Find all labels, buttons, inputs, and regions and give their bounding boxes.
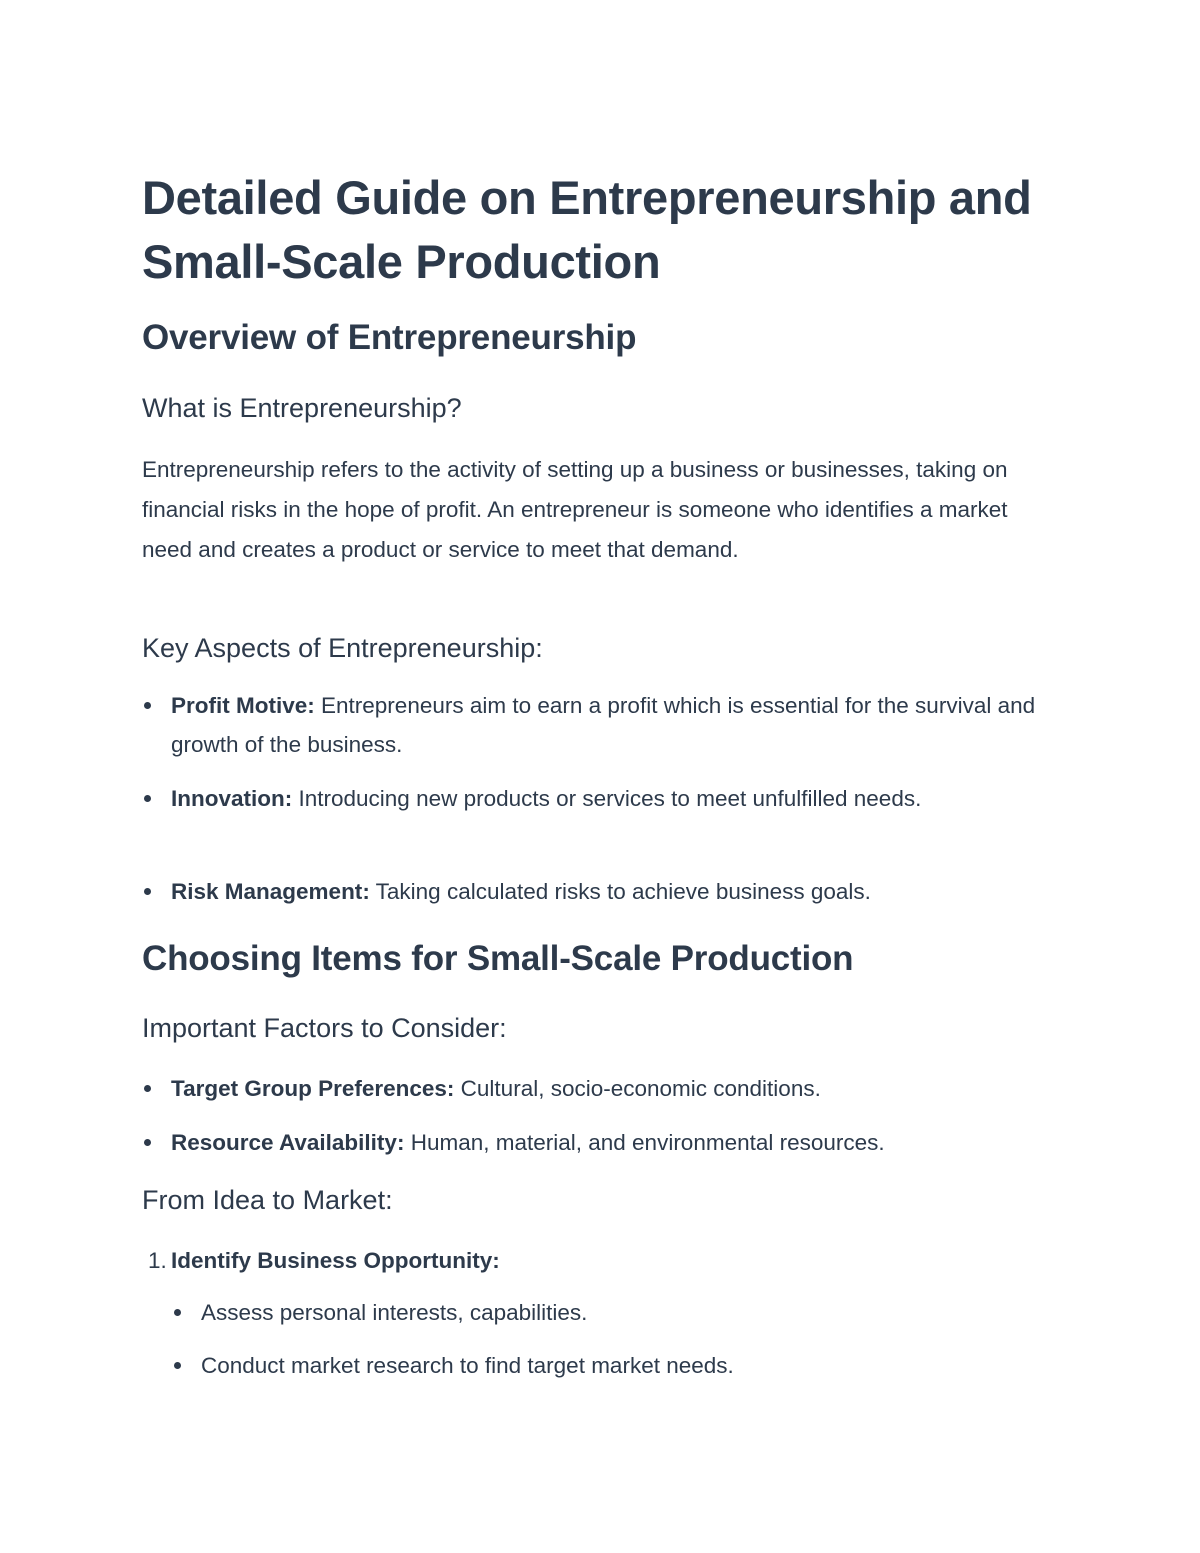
document-title: Detailed Guide on Entrepreneurship and Small-Scale Production bbox=[142, 171, 1032, 288]
list-number: 1. bbox=[148, 1248, 167, 1273]
term-description: Cultural, socio-economic conditions. bbox=[454, 1076, 821, 1101]
section-heading-overview: Overview of Entrepreneurship bbox=[142, 318, 637, 357]
list-item-profit-motive: Profit Motive: Entrepreneurs aim to earn a profit which is essential for the survival and growth of the business. bbox=[142, 686, 1042, 764]
term-description: Introducing new products or services to meet unfulfilled needs. bbox=[292, 786, 922, 811]
sub-list-item bbox=[172, 1346, 734, 1385]
term-label: Innovation bbox=[171, 786, 285, 811]
list-item-resource-availability: Resource Availability: Human, material, and environmental resources. bbox=[142, 1123, 1042, 1162]
subheading-key-aspects: Key Aspects of Entrepreneurship: bbox=[142, 633, 543, 663]
numbered-item-identify-opportunity: 1. Identify Business Opportunity: bbox=[148, 1241, 500, 1280]
subheading-what-is: What is Entrepreneurship? bbox=[142, 393, 462, 423]
list-item-risk-management: Risk Management: Taking calculated risks to achieve business goals. bbox=[142, 872, 1042, 911]
section-heading-choosing: Choosing Items for Small-Scale Production bbox=[142, 939, 854, 978]
term-description: Human, material, and environmental resources. bbox=[404, 1130, 885, 1155]
term-label: Profit Motive bbox=[171, 693, 308, 718]
paragraph-definition: Entrepreneurship refers to the activity of setting up a business or businesses, taking on financial risks in the hope of profit. An entrepreneur is someone who identifies a market need and creates a product or service to meet that demand. bbox=[142, 457, 1008, 562]
sub-list-text: Assess personal interests, capabilities. bbox=[201, 1300, 588, 1325]
term-label: Risk Management bbox=[171, 879, 363, 904]
term-label: Resource Availability bbox=[171, 1130, 397, 1155]
term-description: Taking calculated risks to achieve business goals. bbox=[369, 879, 871, 904]
bullet-icon bbox=[174, 1309, 181, 1316]
bullet-icon bbox=[144, 702, 151, 709]
list-item-innovation: Innovation: Introducing new products or services to meet unfulfilled needs. bbox=[142, 779, 1042, 818]
sub-list-item bbox=[172, 1293, 587, 1332]
sub-list-text: Conduct market research to find target market needs. bbox=[201, 1353, 734, 1378]
term-label: Target Group Preferences bbox=[171, 1076, 447, 1101]
subheading-factors: Important Factors to Consider: bbox=[142, 1013, 507, 1043]
bullet-icon bbox=[144, 1139, 151, 1146]
list-item-target-group: Target Group Preferences: Cultural, socio-economic conditions. bbox=[142, 1069, 1042, 1108]
bullet-icon bbox=[174, 1362, 181, 1369]
term-label: Identify Business Opportunity bbox=[171, 1248, 493, 1273]
term-description: Entrepreneurs aim to earn a profit which is essential for the survival and growth of the business. bbox=[171, 693, 1036, 757]
bullet-icon bbox=[144, 1085, 151, 1092]
subheading-idea-to-market: From Idea to Market: bbox=[142, 1185, 393, 1215]
bullet-icon bbox=[144, 795, 151, 802]
bullet-icon bbox=[144, 888, 151, 895]
